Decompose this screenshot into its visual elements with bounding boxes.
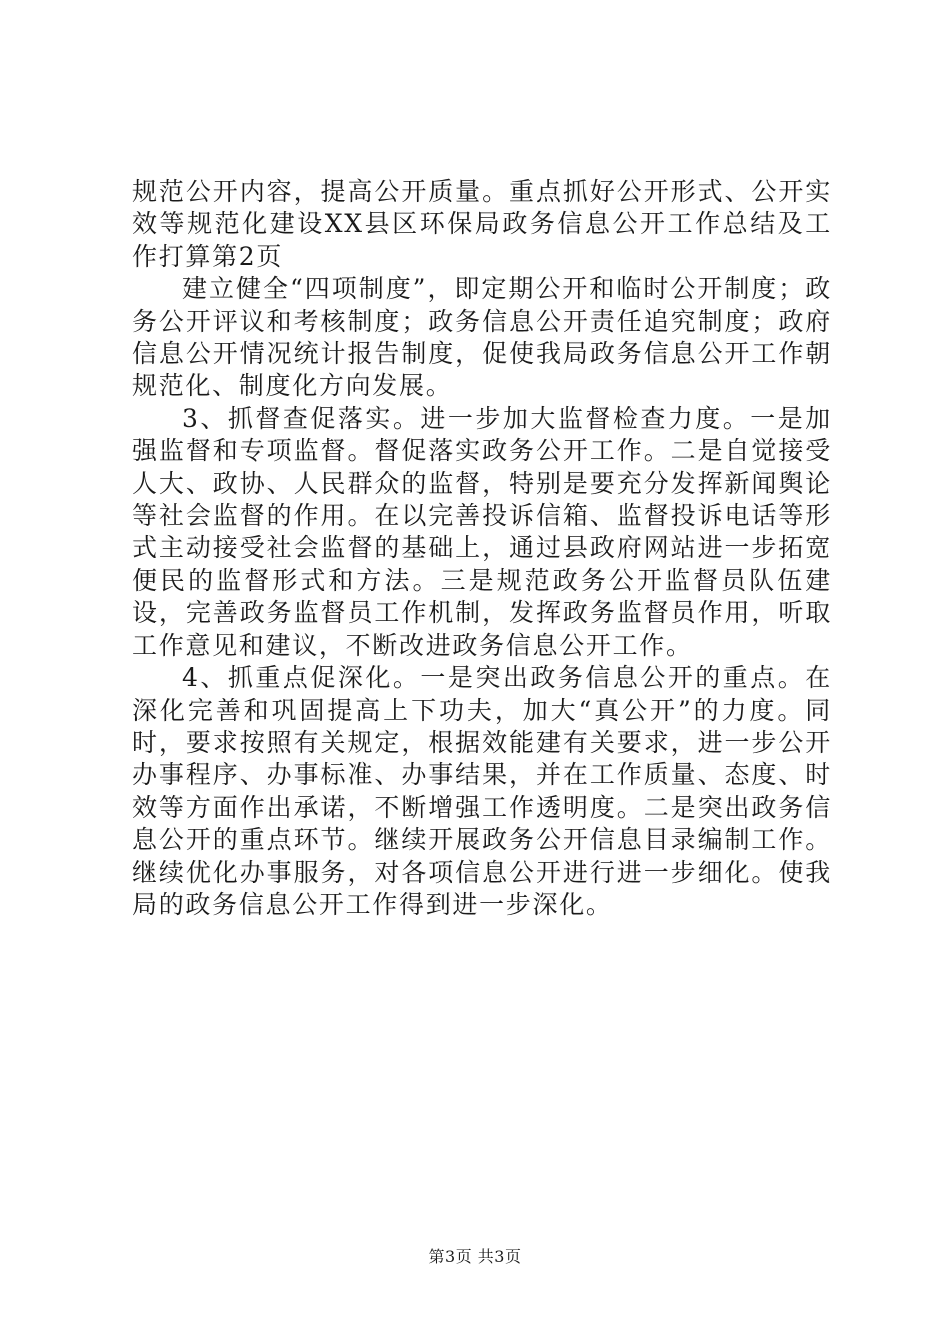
paragraph-4: 4、抓重点促深化。一是突出政务信息公开的重点。在深化完善和巩固提高上下功夫，加大“真公开”的力度。同时，要求按照有关规定，根据效能建有关要求，进一步公开办事程序、办事标准、办事结果，并在工作质量、态度、时效等方面作出承诺，不断增强工作透明度。二是突出政务信息公开的重点环节。继续开展政务公开信息目录编制工作。继续优化办事服务，对各项信息公开进行进一步细化。使我局的政务信息公开工作得到进一步深化。 xyxy=(132,663,832,919)
paragraph-3: 3、抓督查促落实。进一步加大监督检查力度。一是加强监督和专项监督。督促落实政务公开工作。二是自觉接受人大、政协、人民群众的监督，特别是要充分发挥新闻舆论等社会监督的作用。在以完善投诉信箱、监督投诉电话等形式主动接受社会监督的基础上，通过县政府网站进一步拓宽便民的监督形式和方法。三是规范政务公开监督员队伍建设，完善政务监督员工作机制，发挥政务监督员作用，听取工作意见和建议，不断改进政务信息公开工作。 xyxy=(132,403,832,660)
paragraph-1: 规范公开内容，提高公开质量。重点抓好公开形式、公开实效等规范化建设XX县区环保局政务信息公开工作总结及工作打算第2页 xyxy=(132,177,832,271)
page-footer: 第3页 共3页 xyxy=(428,1247,522,1266)
document-body xyxy=(132,176,832,921)
paragraph-2: 建立健全“四项制度”，即定期公开和临时公开制度；政务公开评议和考核制度；政务信息公开责任追究制度；政府信息公开情况统计报告制度，促使我局政务信息公开工作朝规范化、制度化方向发展。 xyxy=(132,274,832,401)
